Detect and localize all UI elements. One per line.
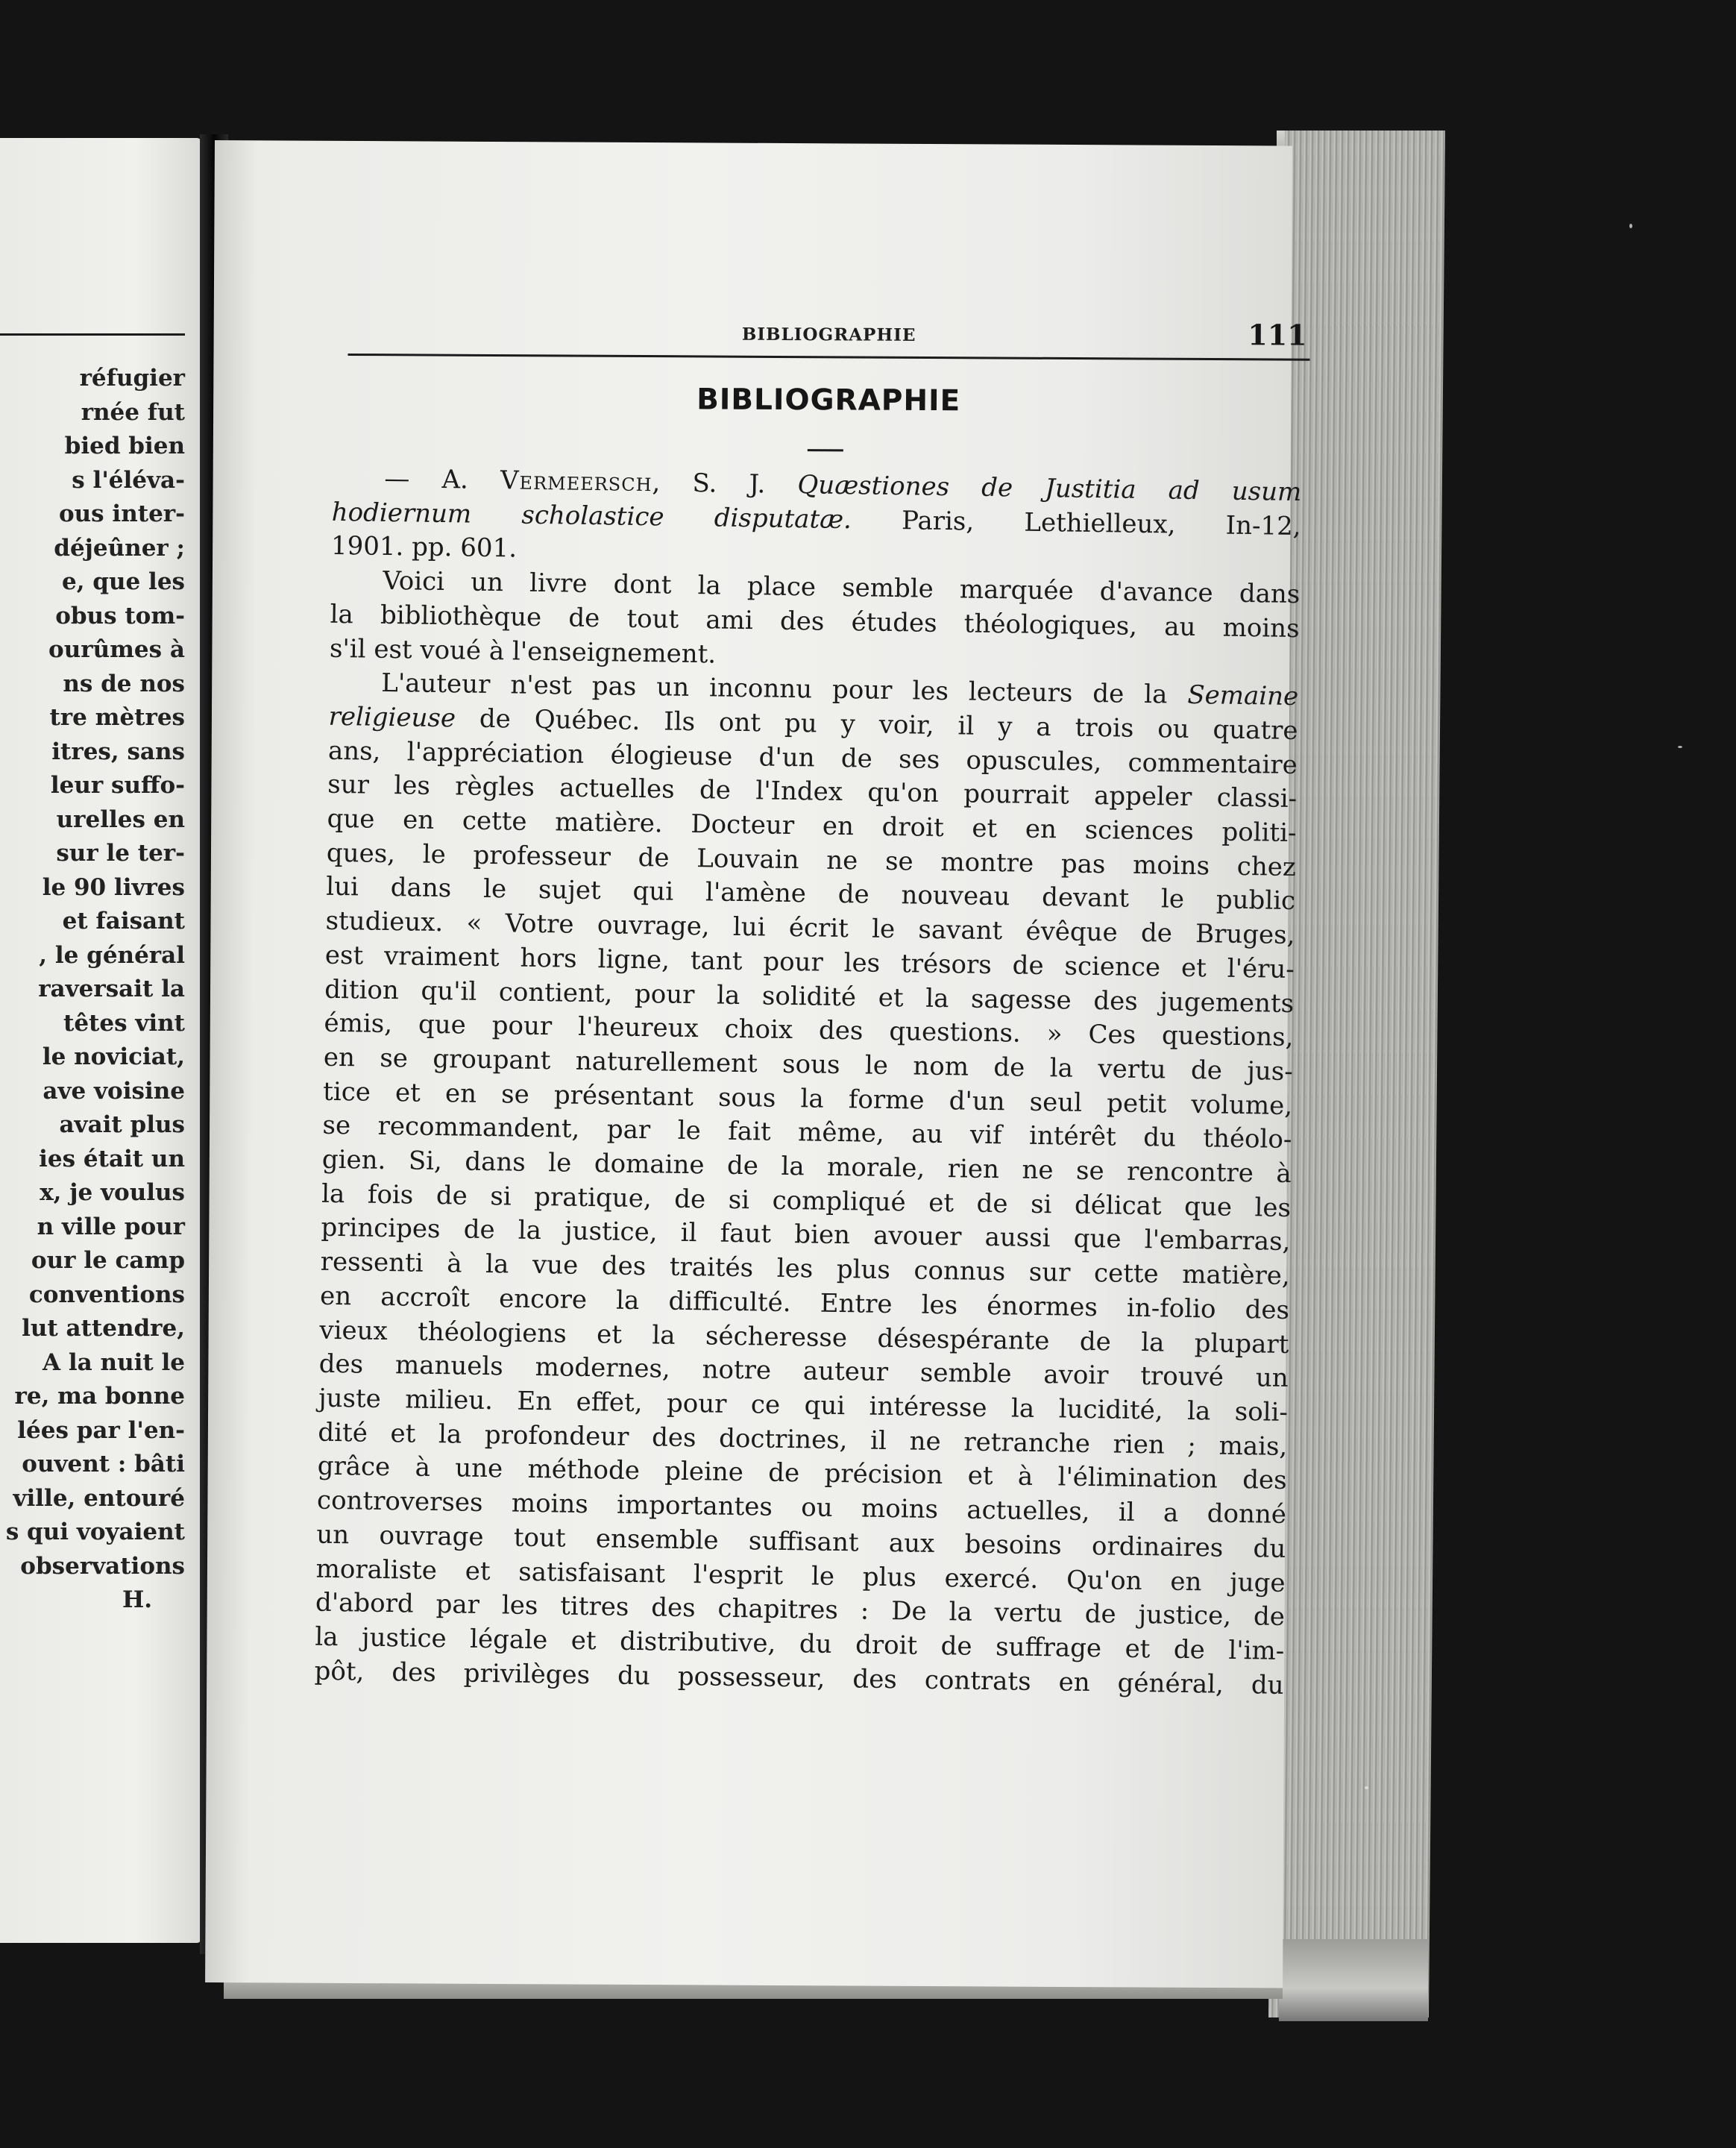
citation-title: Quæstiones de Justitia ad usum bbox=[797, 470, 1302, 508]
citation-author: Vermeersch bbox=[500, 465, 652, 498]
left-page-line: rnée fut bbox=[81, 398, 185, 426]
left-page-line: obus tom- bbox=[55, 602, 185, 629]
para2-line: d'abord par les titres des chapitres : De la vertu de justice, de bbox=[315, 1587, 1286, 1633]
left-page-line: n ville pour bbox=[37, 1213, 185, 1240]
citation-line-3: 1901. pp. 601. bbox=[330, 531, 518, 564]
left-page-line: déjeûner ; bbox=[54, 534, 185, 562]
para2-line: grâce à une méthode pleine de précision et à l'élimination des bbox=[317, 1451, 1287, 1496]
left-page-line: itres, sans bbox=[51, 738, 185, 765]
title-dash bbox=[808, 449, 843, 451]
citation-line-1: — A. Vermeersch, S. J. Quæstiones de Justitia ad usum bbox=[384, 463, 1302, 508]
left-page-line: , le général bbox=[39, 941, 185, 969]
para2-line: juste milieu. En effet, pour ce qui intéresse la lucidité, la soli- bbox=[318, 1383, 1289, 1428]
para2-line: gien. Si, dans le domaine de la morale, rien ne se rencontre à bbox=[321, 1144, 1292, 1190]
para2-line: est vraiment hors ligne, tant pour les trésors de science et l'éru- bbox=[324, 940, 1295, 984]
para2-line: un ouvrage tout ensemble suffisant aux besoins ordinaires du bbox=[316, 1519, 1286, 1564]
left-page-line: x, je voulus bbox=[40, 1179, 185, 1206]
left-page-line: lées par l'en- bbox=[17, 1416, 185, 1444]
left-page-line: avait plus bbox=[59, 1111, 185, 1138]
left-page-line: tre mètres bbox=[49, 704, 185, 731]
para2-line: religieuse de Québec. Ils ont pu y voir, il y a trois ou quatre bbox=[328, 701, 1298, 746]
page-number: 111 bbox=[1248, 318, 1307, 352]
article-body bbox=[314, 462, 1301, 1703]
para2-line: studieux. « Votre ouvrage, lui écrit le savant évêque de Bruges, bbox=[325, 905, 1295, 951]
left-page-line: sur le ter- bbox=[56, 840, 185, 867]
para2-line: émis, que pour l'heureux choix des questions. » Ces questions, bbox=[324, 1008, 1294, 1053]
left-page-line: et faisant bbox=[62, 908, 185, 935]
para2-line: dition qu'il contient, pour la solidité et la sagesse des jugements bbox=[324, 974, 1295, 1019]
para2-line: dité et la profondeur des doctrines, il ne retranche rien ; mais, bbox=[318, 1417, 1288, 1462]
left-page-line: ave voisine bbox=[43, 1077, 185, 1105]
left-page-line: e, que les bbox=[62, 568, 185, 595]
left-page-line: ourûmes à bbox=[48, 636, 185, 663]
para2-line: lui dans le sujet qui l'amène de nouveau devant le public bbox=[325, 872, 1296, 917]
para2-line: en se groupant naturellement sous le nom de la vertu de jus- bbox=[323, 1042, 1294, 1087]
left-page-line: s qui voyaient bbox=[5, 1519, 185, 1545]
para1-line: Voici un livre dont la place semble marquée d'avance dans bbox=[383, 565, 1301, 610]
left-page-line: ville, entouré bbox=[13, 1484, 185, 1512]
left-page-line: le 90 livres bbox=[42, 873, 185, 901]
para2-line: vieux théologiens et la sécheresse désespérante de la plupart bbox=[319, 1315, 1289, 1360]
left-page-line: s l'éléva- bbox=[72, 466, 185, 494]
left-page-line: têtes vint bbox=[63, 1009, 185, 1037]
left-page-line: ous inter- bbox=[58, 500, 185, 527]
running-head bbox=[347, 316, 1309, 361]
para2-line: ans, l'appréciation élogieuse d'un de ses opuscules, commentaire bbox=[327, 735, 1298, 780]
dust-speck bbox=[1678, 746, 1682, 748]
para2-line: principes de la justice, il faut bien avouer aussi que l'embarras, bbox=[321, 1213, 1291, 1257]
para2-line: controverses moins importantes ou moins actuelles, il a donné bbox=[316, 1485, 1287, 1530]
para2-line: en accroît encore la difficulté. Entre les énormes in-folio des bbox=[319, 1281, 1290, 1325]
left-page-line: conventions bbox=[28, 1281, 185, 1308]
para1-line: s'il est voué à l'enseignement. bbox=[329, 633, 717, 670]
left-page-line: le noviciat, bbox=[42, 1043, 185, 1070]
right-page bbox=[205, 140, 1307, 1988]
section-title: BIBLIOGRAPHIE bbox=[696, 383, 961, 418]
left-page-line: observations bbox=[20, 1552, 185, 1580]
para2-lines bbox=[314, 734, 1298, 1703]
left-page-text bbox=[0, 362, 185, 1618]
page-block-bottom bbox=[1279, 1939, 1428, 2021]
para2-line: se recommandent, par le fait même, au vif intérêt du théolo- bbox=[322, 1111, 1292, 1155]
para2-line: sur les règles actuelles de l'Index qu'on pourrait appeler classi- bbox=[327, 770, 1298, 814]
para2-line: L'auteur n'est pas un inconnu pour les lecteurs de la Semaine bbox=[381, 668, 1299, 712]
left-page bbox=[0, 138, 201, 1943]
left-page-header-rule bbox=[0, 333, 185, 336]
para2-line: moraliste et satisfaisant l'esprit le plus exercé. Qu'on en juge bbox=[315, 1554, 1286, 1598]
dust-speck bbox=[1629, 224, 1632, 228]
para2-line: des manuels modernes, notre auteur semble avoir trouvé un bbox=[318, 1348, 1289, 1394]
left-page-line: urelles en bbox=[56, 806, 185, 833]
left-page-line: re, ma bonne bbox=[14, 1383, 185, 1410]
para2-line: pôt, des privilèges du possesseur, des contrats en général, du bbox=[314, 1656, 1284, 1700]
left-page-line: lut attendre, bbox=[22, 1315, 185, 1342]
citation-line-2: hodiernum scholastice disputatæ. Paris, Lethielleux, In-12, bbox=[331, 497, 1301, 541]
left-page-line: réfugier bbox=[79, 365, 185, 392]
left-page-line: A la nuit le bbox=[43, 1348, 185, 1376]
left-page-line: raversait la bbox=[38, 976, 185, 1002]
para2-line: tice et en se présentant sous la forme d'un seul petit volume, bbox=[322, 1076, 1293, 1121]
left-page-line: H. bbox=[122, 1586, 153, 1613]
left-page-line: leur suffo- bbox=[50, 772, 185, 799]
para2-line: la justice légale et distributive, du droit de suffrage et de l'im- bbox=[315, 1621, 1285, 1666]
para1-line: la bibliothèque de tout ami des études théologiques, au moins bbox=[330, 599, 1300, 644]
para2-line: que en cette matière. Docteur en droit et en sciences politi- bbox=[327, 803, 1297, 849]
running-title: BIBLIOGRAPHIE bbox=[741, 324, 916, 345]
para2-line: ques, le professeur de Louvain ne se montre pas moins chez bbox=[326, 838, 1297, 882]
dust-speck bbox=[1365, 1786, 1368, 1789]
left-page-line: bied bien bbox=[64, 433, 185, 459]
left-page-line: ies était un bbox=[39, 1145, 185, 1172]
left-page-line: ouvent : bâti bbox=[22, 1451, 185, 1477]
para2-line: ressenti à la vue des traités les plus connus sur cette matière, bbox=[320, 1246, 1290, 1292]
left-page-line: our le camp bbox=[31, 1247, 185, 1274]
left-page-line: ns de nos bbox=[63, 670, 185, 697]
para2-line: la fois de si pratique, de si compliqué et de si délicat que les bbox=[321, 1178, 1292, 1223]
